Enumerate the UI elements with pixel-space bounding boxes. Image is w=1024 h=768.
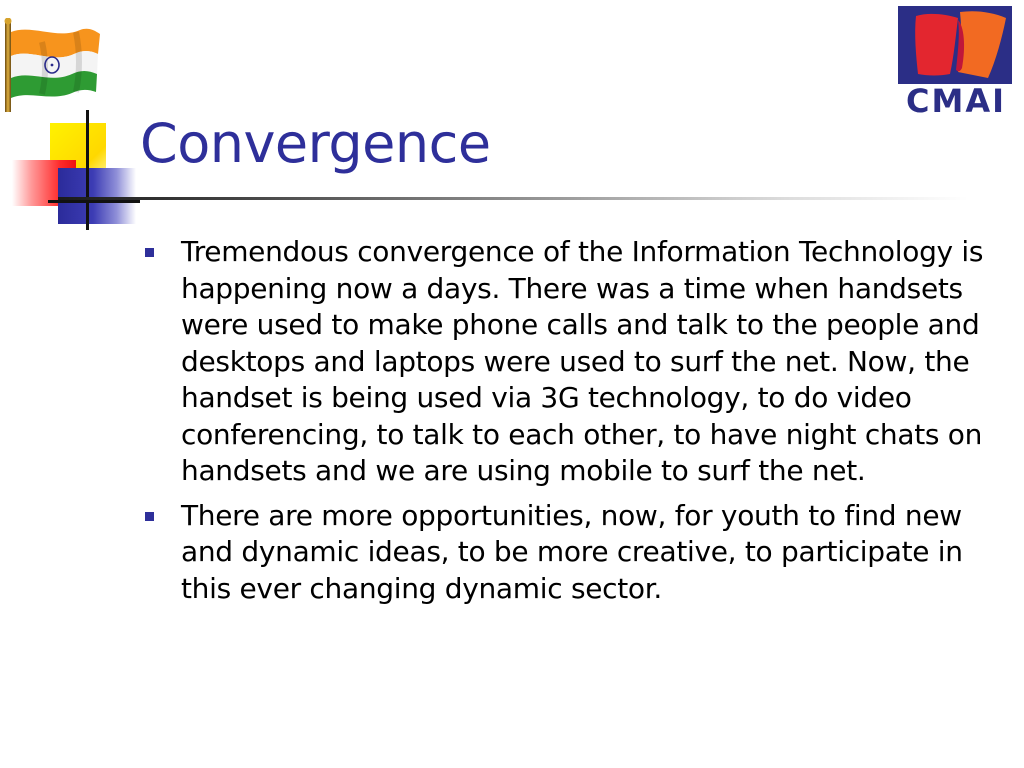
decorative-squares — [0, 110, 140, 235]
logo-text: CMAI — [906, 82, 1006, 120]
square-bullet-icon — [145, 248, 154, 257]
deco-horizontal-line — [48, 200, 140, 203]
deco-vertical-line — [86, 110, 89, 230]
logo-mark — [898, 6, 1012, 84]
deco-blue-square — [58, 168, 136, 224]
flag-pole — [5, 20, 11, 112]
bullet-item — [140, 234, 1010, 490]
bullet-text: Tremendous convergence of the Information Technology is happening now a days. There was a time when handsets were used to make phone calls and talk to the people and desktops and laptops were used to surf the net. Now, the handset is being used via 3G technology, to do video conferencing, to talk to each other, to have night chats on handsets and we are using mobile to surf the net. — [181, 235, 984, 487]
bullet-item — [140, 498, 1010, 608]
indian-flag-icon — [2, 18, 106, 114]
flag-graphic — [2, 18, 106, 114]
logo-shapes — [898, 6, 1012, 84]
title-underline — [58, 197, 968, 200]
cmai-logo — [896, 6, 1016, 118]
square-bullet-icon — [145, 512, 154, 521]
bullet-list — [140, 234, 1010, 615]
bullet-text: There are more opportunities, now, for youth to find new and dynamic ideas, to be more creative, to participate in this ever changing dynamic sector. — [181, 498, 963, 605]
slide-title: Convergence — [140, 112, 491, 175]
